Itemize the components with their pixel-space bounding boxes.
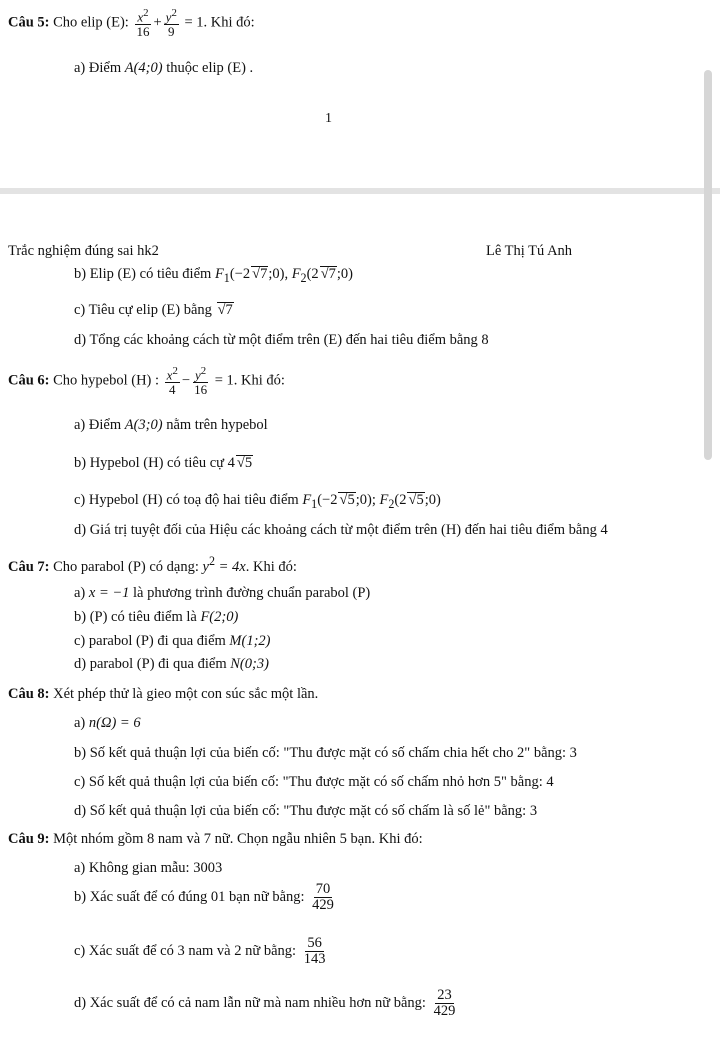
q9-option-d: d) Xác suất để có cả nam lẫn nữ mà nam nhiều hơn nữ bằng: $\frac{23}{429}$ xyxy=(74,987,456,1020)
sqrt-icon: √7 xyxy=(217,302,233,318)
q9-label: Câu 9: xyxy=(8,831,50,847)
q5-frac-y: $\frac{y^2}{9}$ xyxy=(165,7,177,39)
q6-frac-x: $\frac{x^2}{4}$ xyxy=(166,365,178,397)
q6-label: Câu 6: xyxy=(8,372,50,389)
q5-label: Câu 5: xyxy=(8,14,50,31)
vertical-scrollbar[interactable] xyxy=(704,70,712,460)
q8-option-b: b) Số kết quả thuận lợi của biến cố: "Thu được mặt có số chấm chia hết cho 2" bằng: 3 xyxy=(74,745,577,761)
q9-c-fraction: $\frac{56}{143}$ xyxy=(303,935,326,968)
sqrt-icon: √5 xyxy=(408,492,424,508)
page-header-author: Lê Thị Tú Anh xyxy=(486,243,573,259)
q8-label: Câu 8: xyxy=(8,686,50,702)
sqrt-icon: √5 xyxy=(339,492,355,508)
q9-d-fraction: $\frac{23}{429}$ xyxy=(433,987,456,1020)
q7-option-c: c) parabol (P) đi qua điểm M(1;2) xyxy=(74,633,271,649)
q9-b-fraction: $\frac{70}{429}$ xyxy=(312,881,334,914)
q8-stem: Câu 8: Xét phép thử là gieo một con súc sắc một lần. xyxy=(8,686,319,702)
q5-option-a: a) Điểm A(4;0) thuộc elip (E) . xyxy=(74,60,254,76)
q5-stem: Câu 5: Cho elip (E): $\frac{x^2}{16}$ + $\frac{y^2}{9}$ = 1. Khi đó: xyxy=(8,7,255,39)
q8-option-c: c) Số kết quả thuận lợi của biến cố: "Thu được mặt có số chấm nhỏ hơn 5" bằng: 4 xyxy=(74,774,554,790)
q6-stem: Câu 6: Cho hypebol (H) : $\frac{x^2}{4}$ − $\frac{y^2}{16}$ = 1. Khi đó: xyxy=(8,365,285,397)
q7-option-d: d) parabol (P) đi qua điểm N(0;3) xyxy=(74,656,269,672)
page-number: 1 xyxy=(325,111,332,126)
q6-option-c: c) Hypebol (H) có toạ độ hai tiêu điểm $F_1(-2$ √5;0); $F_2(2$ √5;0) xyxy=(74,492,441,511)
q5-option-b: b) Elip (E) có tiêu điểm $F_1(-2$ √7;0), $F_2(2$ √7;0) xyxy=(74,266,354,285)
q8-option-d: d) Số kết quả thuận lợi của biến cố: "Thu được mặt có số chấm là số lẻ" bằng: 3 xyxy=(74,803,538,819)
q9-option-a: a) Không gian mẫu: 3003 xyxy=(74,860,223,876)
q6-option-d: d) Giá trị tuyệt đối của Hiệu các khoảng cách từ một điểm trên (H) đến hai tiêu điểm bằng 4 xyxy=(74,522,608,538)
q6-frac-y: $\frac{y^2}{16}$ xyxy=(194,365,208,397)
sqrt-icon: √7 xyxy=(252,266,268,282)
q7-stem: Câu 7: Cho parabol (P) có dạng: $y^2 = 4x$. Khi đó: xyxy=(8,554,297,575)
q6-option-a: a) Điểm A(3;0) nằm trên hypebol xyxy=(74,417,268,433)
q9-stem: Câu 9: Một nhóm gồm 8 nam và 7 nữ. Chọn ngẫu nhiên 5 bạn. Khi đó: xyxy=(8,831,423,847)
q9-option-c: c) Xác suất để có 3 nam và 2 nữ bằng: $\frac{56}{143}$ xyxy=(74,935,326,968)
sqrt-icon: √7 xyxy=(320,266,336,282)
q7-option-a: a) x = −1 là phương trình đường chuẩn parabol (P) xyxy=(74,585,371,601)
page-break-divider xyxy=(0,188,720,194)
q9-option-b: b) Xác suất để có đúng 01 bạn nữ bằng: $\frac{70}{429}$ xyxy=(74,881,334,914)
page-header-title: Trắc nghiệm đúng sai hk2 xyxy=(8,243,159,259)
sqrt-icon: √5 xyxy=(236,455,253,471)
q5-option-c: c) Tiêu cự elip (E) bằng √7 xyxy=(74,302,233,318)
q6-option-b: b) Hypebol (H) có tiêu cự 4 √5 xyxy=(74,455,253,471)
q7-label: Câu 7: xyxy=(8,558,50,575)
q5-option-d: d) Tổng các khoảng cách từ một điểm trên (E) đến hai tiêu điểm bằng 8 xyxy=(74,332,489,348)
q8-option-a: a) n(Ω) = 6 xyxy=(74,715,141,731)
q7-option-b: b) (P) có tiêu điểm là F(2;0) xyxy=(74,609,239,625)
q5-frac-x: $\frac{x^2}{16}$ xyxy=(136,7,150,39)
